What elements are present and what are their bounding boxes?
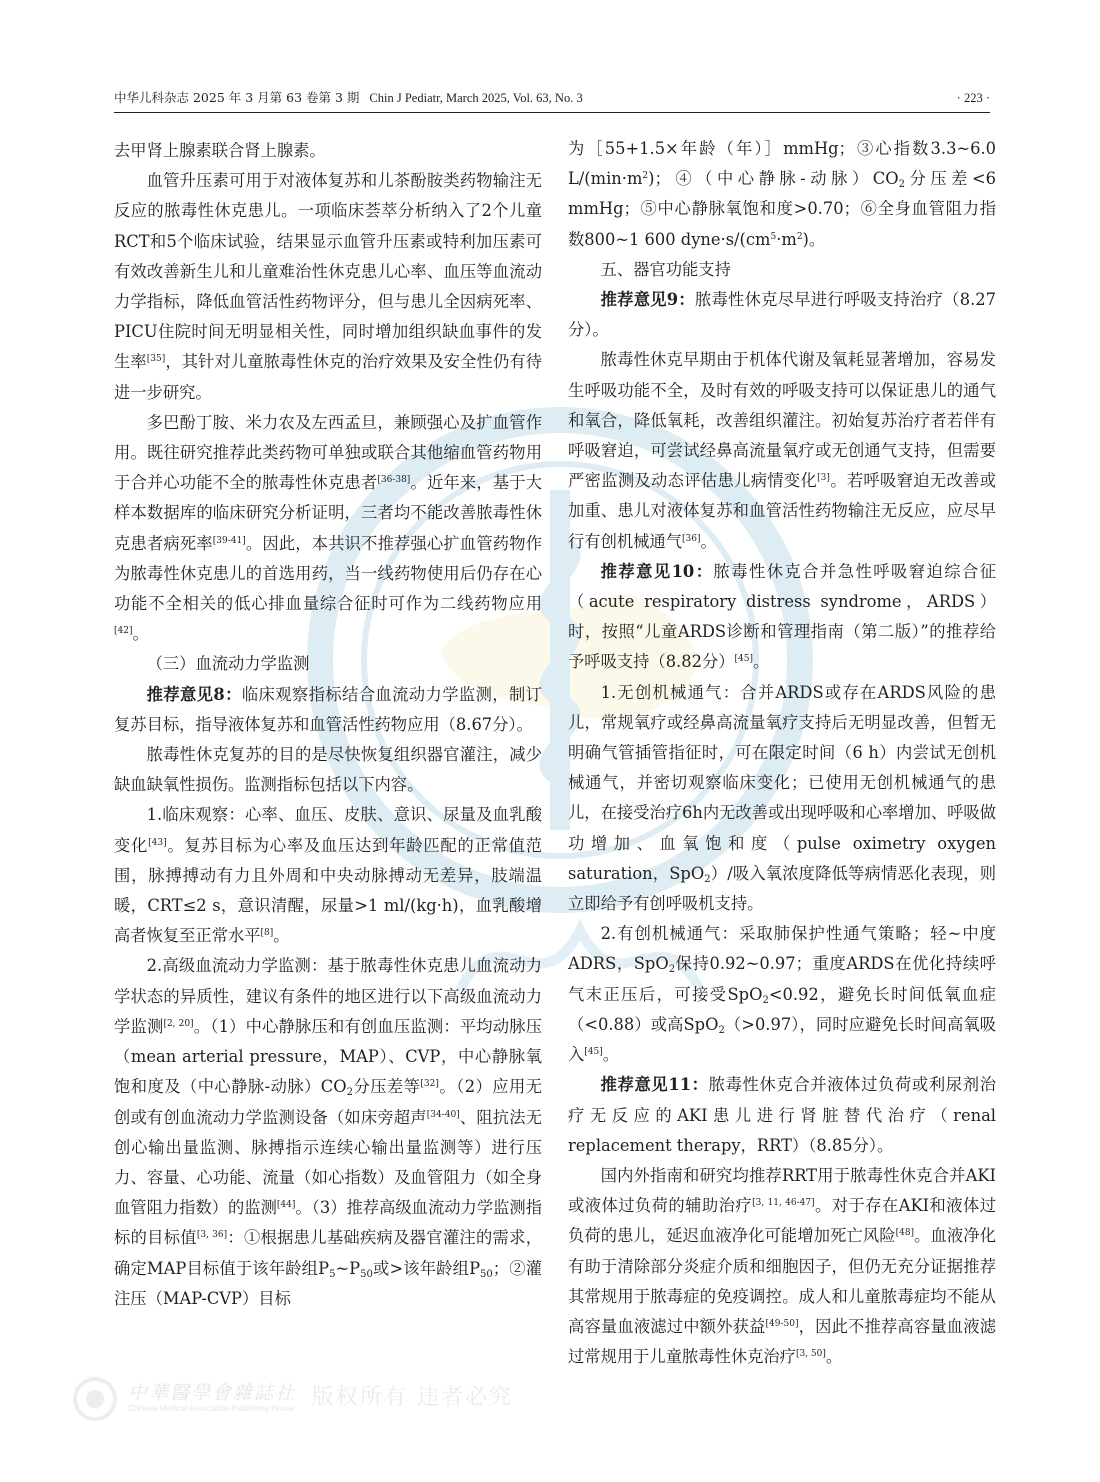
citation[interactable]: [35]	[146, 354, 166, 365]
recommendation-10: 推荐意见10：脓毒性休克合并急性呼吸窘迫综合征（acute respiratory distress syndrome，ARDS）时，按照“儿童ARDS诊断和管理指南（第二版）”的推荐给予呼吸支持（8.82分）[45]。	[568, 561, 996, 672]
paragraph: 多巴酚丁胺、米力农及左西孟旦，兼顾强心及扩血管作用。既往研究推荐此类药物可单独或联合其他缩血管药物用于合并心功能不全的脓毒性休克患者[36-38]。近年来，基于大样本数据库的临床研究分析证明，三者均不能改善脓毒性休克患者病死率[39-41]。因此，本共识不推荐强心扩血管药物作为脓毒性休克患儿的首选用药，当一线药物使用后仍存在心功能不全相关的低心排血量综合征时可作为二线药物应用[42]。	[114, 412, 542, 644]
paragraph: 1.无创机械通气：合并ARDS或存在ARDS风险的患儿，常规氧疗或经鼻高流量氧疗支持后无明显改善，但暂无明确气管插管指征时，可在限定时间（6 h）内尝试无创机械通气，并密切观察临床变化；已使用无创机械通气的患儿，在接受治疗6h内无改善或出现呼吸和心率增加、呼吸做功增加、血氧饱和度（pulse oximetry oxygen saturation，SpO$_2$）/吸入氧浓度降低等病情恶化表现，则立即给予有创呼吸机支持。	[568, 682, 996, 914]
copyright-notice: 版权所有 违者必究	[312, 1385, 513, 1410]
citation[interactable]: [34-40]	[426, 1109, 460, 1120]
publisher-name-en: Chinese Medical Association Publishing House	[128, 1404, 295, 1413]
section-heading: 五、器官功能支持	[600, 259, 731, 279]
journal-cn: 中华儿科杂志 2025 年 3 月第 63 卷第 3 期	[114, 90, 360, 105]
paragraph: 2.高级血流动力学监测：基于脓毒性休克患儿血流动力学状态的异质性，建议有条件的地区进行以下高级血流动力学监测[2, 20]。（1）中心静脉压和有创血压监测：平均动脉压（mean arterial pressure，MAP）、CVP，中心静脉氧饱和度及（中心静脉-动脉）$CO_2$分压差等[32]。（2）应用无创或有创血流动力学监测设备（如床旁超声[34-40]、阻抗法无创心输出量监测、脉搏指示连续心输出量监测等）进行压力、容量、心功能、流量（如心指数）及血管阻力（如全身血管阻力指数）的监测[44]。（3）推荐高级血流动力学监测指标的目标值[3, 36]：①根据患儿基础疾病及器官灌注的需求，确定MAP目标值于该年龄组$P_5\sim P_{50}$或>该年龄组$P_{50}$；②灌注压（MAP-CVP）目标	[114, 956, 543, 1308]
left-column	[114, 136, 542, 1314]
citation[interactable]: [45]	[734, 654, 753, 665]
paragraph: 去甲肾上腺素联合肾上腺素。	[114, 141, 326, 160]
recommendation-9: 推荐意见9：脓毒性休克尽早进行呼吸支持治疗（8.27分）。	[568, 290, 996, 340]
paragraph: 1.临床观察：心率、血压、皮肤、意识、尿量及血乳酸变化[43]。复苏目标为心率及血压达到年龄匹配的正常值范围，脉搏搏动有力且外周和中央动脉搏动无差异，肢端温暖，CRT≤2 s，意识清醒，尿量>1 ml/(kg·h)，血乳酸增高者恢复至正常水平[8]。	[114, 805, 542, 946]
citation[interactable]: [44]	[276, 1200, 296, 1211]
citation[interactable]: [45]	[584, 1047, 603, 1058]
citation[interactable]: [2, 20]	[163, 1018, 194, 1029]
citation[interactable]: [32]	[420, 1079, 439, 1090]
citation[interactable]: [3]	[817, 473, 830, 484]
running-header	[114, 88, 990, 113]
recommendation-label: 推荐意见10：	[600, 561, 714, 581]
paragraph: 脓毒性休克早期由于机体代谢及氧耗显著增加，容易发生呼吸功能不全，及时有效的呼吸支持可以保证患儿的通气和氧合，降低氧耗，改善组织灌注。初始复苏治疗者若伴有呼吸窘迫，可尝试经鼻高流量氧疗或无创通气支持，但需要严密监测及动态评估患儿病情变化[3]。若呼吸窘迫无改善或加重、患儿对液体复苏和血管活性药物输注无反应，应尽早行有创机械通气[36]。	[568, 350, 996, 551]
citation[interactable]: [8]	[260, 928, 274, 939]
citation[interactable]: [49-50]	[765, 1318, 799, 1329]
paragraph: 血管升压素可用于对液体复苏和儿茶酚胺类药物输注无反应的脓毒性休克患儿。一项临床荟萃分析纳入了2个儿童RCT和5个临床试验，结果显示血管升压素或特利加压素可有效改善新生儿和儿童难治性休克患儿心率、血压等血流动力学指标，降低血管活性药物评分，但与患儿全因病死率、PICU住院时间无明显相关性，同时增加组织缺血事件的发生率[35]，其针对儿童脓毒性休克的治疗效果及安全性仍有待进一步研究。	[114, 171, 542, 402]
paragraph: 为［55+1.5×年龄（年）］mmHg；③心指数3.3~6.0 $L/(\min\cdot m^2)$；④（中心静脉-动脉）$CO_2$分压差<6 mmHg；⑤中心静脉氧饱和度>0.70；⑥全身血管阻力指数800~1 600 $dyne\cdot s/(cm^5\cdot m^2)$。	[568, 139, 996, 249]
publisher-seal-icon	[72, 1376, 118, 1422]
citation[interactable]: [43]	[148, 837, 167, 848]
journal-en: Chin J Pediatr, March 2025, Vol. 63, No. 3	[369, 91, 583, 105]
journal-citation	[114, 88, 583, 108]
right-column	[568, 134, 996, 1372]
citation[interactable]: [39-41]	[212, 535, 246, 546]
paragraph: 脓毒性休克复苏的目的是尽快恢复组织器官灌注，减少缺血缺氧性损伤。监测指标包括以下内容。	[114, 745, 542, 795]
paragraph: 国内外指南和研究均推荐RRT用于脓毒性休克合并AKI或液体过负荷的辅助治疗[3, 11, 46-47]。对于存在AKI和液体过负荷的患儿，延迟血液净化可能增加死亡风险[48]。血液净化有助于清除部分炎症介质和细胞因子，但仍无充分证据推荐其常规用于脓毒症的免疫调控。成人和儿童脓毒症均不能从高容量血液滤过中额外获益[49-50]，因此不推荐高容量血液滤过常规用于儿童脓毒性休克治疗[3, 50]。	[568, 1165, 996, 1367]
citation[interactable]: [42]	[114, 626, 133, 637]
section-heading: （三）血流动力学监测	[146, 654, 310, 674]
citation[interactable]: [3, 11, 46-47]	[752, 1198, 815, 1209]
recommendation-8: 推荐意见8：临床观察指标结合血流动力学监测，制订复苏目标，指导液体复苏和血管活性药物应用（8.67分）。	[114, 684, 542, 734]
recommendation-label: 推荐意见8：	[146, 684, 242, 704]
recommendation-11: 推荐意见11：脓毒性休克合并液体过负荷或利尿剂治疗无反应的AKI患儿进行肾脏替代治疗（renal replacement therapy，RRT）（8.85分）。	[568, 1075, 996, 1155]
publisher-watermark	[72, 1372, 592, 1428]
citation[interactable]: [3, 36]	[196, 1230, 228, 1241]
paragraph: 2.有创机械通气：采取肺保护性通气策略；轻~中度ADRS，SpO$_2$保持0.92~0.97；重度ARDS在优化持续呼气末正压后，可接受SpO$_2$<0.92，避免长时间低氧血症（<0.88）或高SpO$_2$（>0.97），同时应避免长时间高氧吸入[45]。	[568, 924, 997, 1065]
recommendation-label: 推荐意见11：	[600, 1075, 709, 1095]
recommendation-label: 推荐意见9：	[600, 290, 695, 310]
publisher-name-cn: 中華醫學會雜誌社	[128, 1382, 297, 1404]
page-number: · 223 ·	[956, 91, 990, 105]
citation[interactable]: [3, 50]	[795, 1349, 826, 1360]
citation[interactable]: [48]	[895, 1228, 915, 1239]
citation[interactable]: [36]	[681, 533, 701, 544]
citation[interactable]: [36-38]	[377, 475, 411, 486]
